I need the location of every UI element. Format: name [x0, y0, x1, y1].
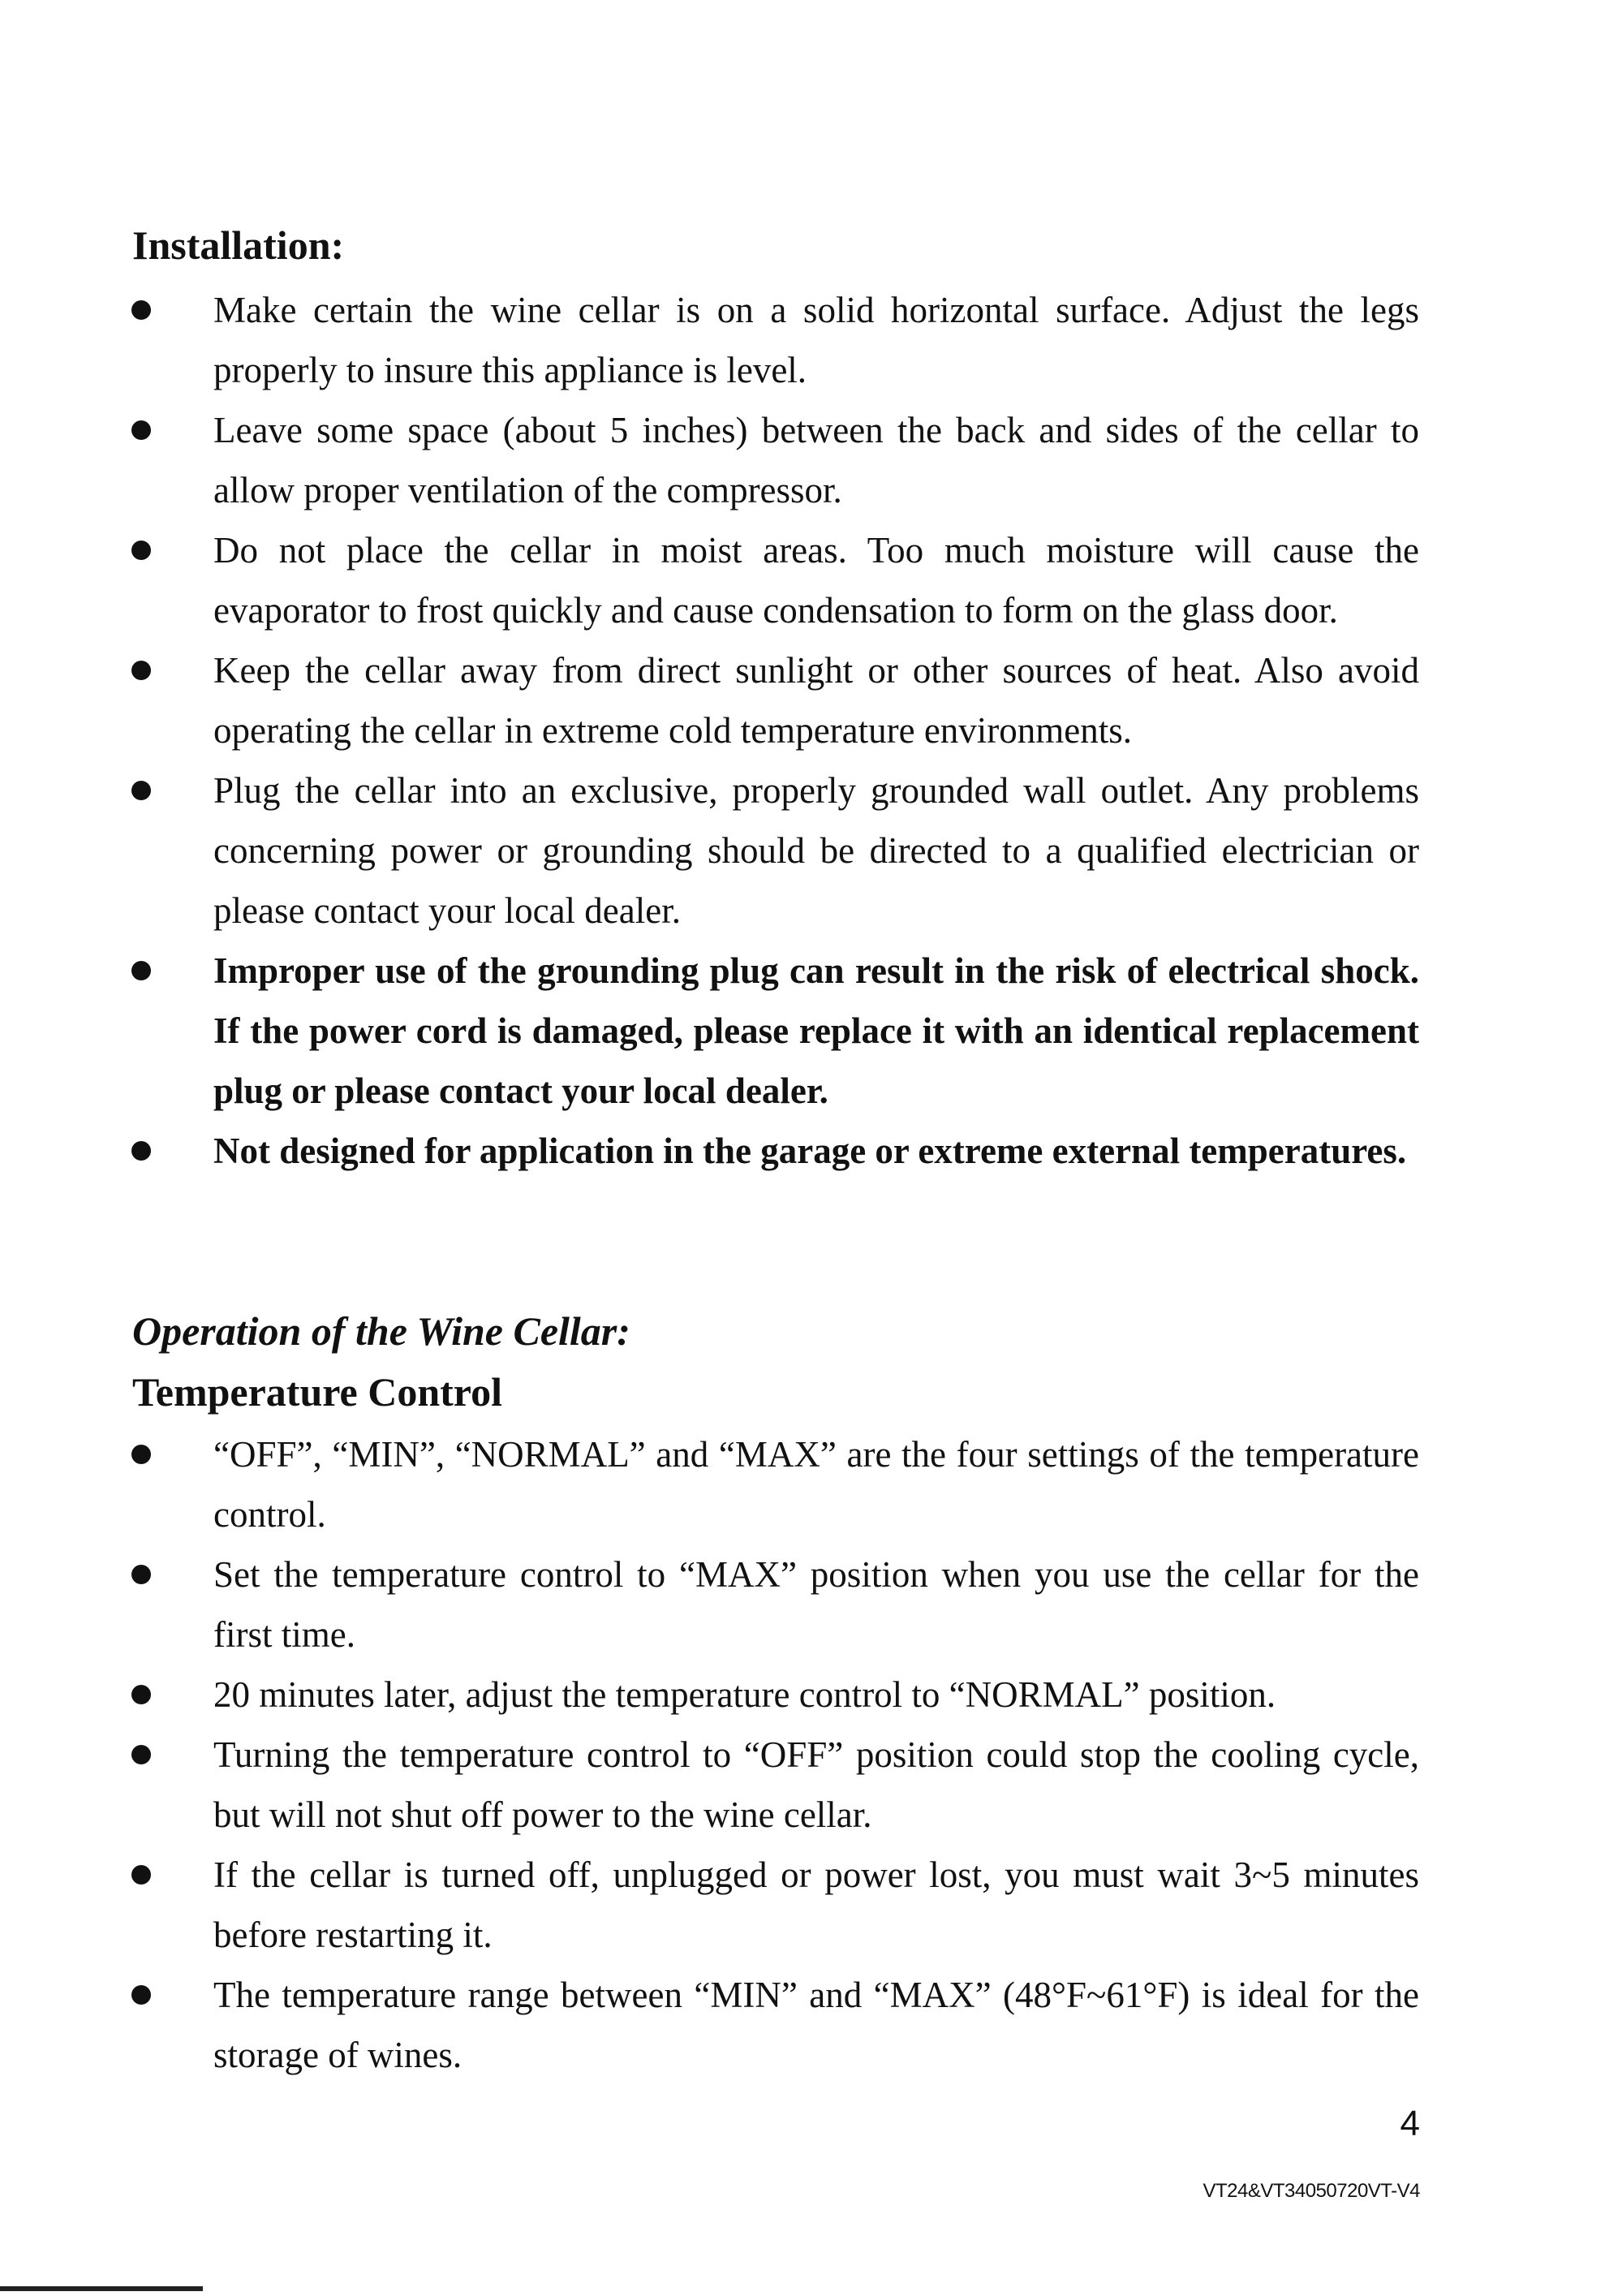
bullet-icon — [131, 1865, 151, 1885]
item-text: If the cellar is turned off, unplugged or power lost, you must wait 3~5 minutes before restarting it. — [213, 1854, 1419, 1955]
item-text: 20 minutes later, adjust the temperature control to “NORMAL” position. — [213, 1674, 1276, 1715]
item-text: Set the temperature control to “MAX” position when you use the cellar for the first time. — [213, 1554, 1419, 1655]
bullet-icon — [131, 541, 151, 560]
installation-list — [0, 280, 1622, 1181]
item-text: Not designed for application in the garage or extreme external temperatures. — [213, 1131, 1407, 1171]
bullet-icon — [131, 1565, 151, 1584]
temperature-control-heading: Temperature Control — [132, 1369, 502, 1415]
item-text: Keep the cellar away from direct sunlight or other sources of heat. Also avoid operating the cellar in extreme cold temperature environments. — [213, 650, 1419, 751]
page-number: 4 — [1400, 2104, 1420, 2143]
scan-edge-line — [0, 2286, 203, 2291]
list-item — [0, 520, 1419, 640]
list-item — [0, 760, 1419, 941]
item-text: Leave some space (about 5 inches) between the back and sides of the cellar to allow proper ventilation of the compressor. — [213, 410, 1419, 510]
bullet-icon — [131, 1141, 151, 1161]
item-text: Make certain the wine cellar is on a solid horizontal surface. Adjust the legs properly to insure this appliance is level. — [213, 290, 1419, 390]
item-text: “OFF”, “MIN”, “NORMAL” and “MAX” are the four settings of the temperature control. — [213, 1434, 1419, 1535]
list-item — [0, 1965, 1419, 2085]
bullet-icon — [131, 1745, 151, 1764]
bullet-icon — [131, 661, 151, 680]
list-item — [0, 1424, 1419, 1544]
item-text: Turning the temperature control to “OFF” position could stop the cooling cycle, but will not shut off power to the wine cellar. — [213, 1734, 1419, 1835]
temperature-control-list — [0, 1424, 1622, 2085]
bullet-icon — [131, 300, 151, 320]
item-text: Improper use of the grounding plug can result in the risk of electrical shock. If the power cord is damaged, please replace it with an identical replacement plug or please contact your local dealer. — [213, 950, 1419, 1111]
item-text: Plug the cellar into an exclusive, properly grounded wall outlet. Any problems concerning power or grounding should be directed to a qualified electrician or please contact your local dealer. — [213, 770, 1419, 931]
document-code: VT24&VT34050720VT-V4 — [1203, 2180, 1420, 2202]
bullet-icon — [131, 961, 151, 980]
operation-heading: Operation of the Wine Cellar: — [132, 1308, 630, 1354]
list-item — [0, 1544, 1419, 1665]
list-item — [0, 1725, 1419, 1845]
list-item-warning — [0, 941, 1419, 1121]
bullet-icon — [131, 1685, 151, 1704]
installation-heading: Installation: — [132, 222, 345, 268]
list-item — [0, 400, 1419, 520]
bullet-icon — [131, 1985, 151, 2005]
list-item-warning — [0, 1121, 1419, 1181]
list-item — [0, 1845, 1419, 1965]
item-text: Do not place the cellar in moist areas. Too much moisture will cause the evaporator to frost quickly and cause condensation to form on the glass door. — [213, 530, 1419, 631]
list-item — [0, 280, 1419, 400]
bullet-icon — [131, 781, 151, 800]
list-item — [0, 640, 1419, 760]
bullet-icon — [131, 420, 151, 440]
list-item — [0, 1665, 1419, 1725]
bullet-icon — [131, 1445, 151, 1464]
item-text: The temperature range between “MIN” and “MAX” (48°F~61°F) is ideal for the storage of wines. — [213, 1975, 1419, 2075]
